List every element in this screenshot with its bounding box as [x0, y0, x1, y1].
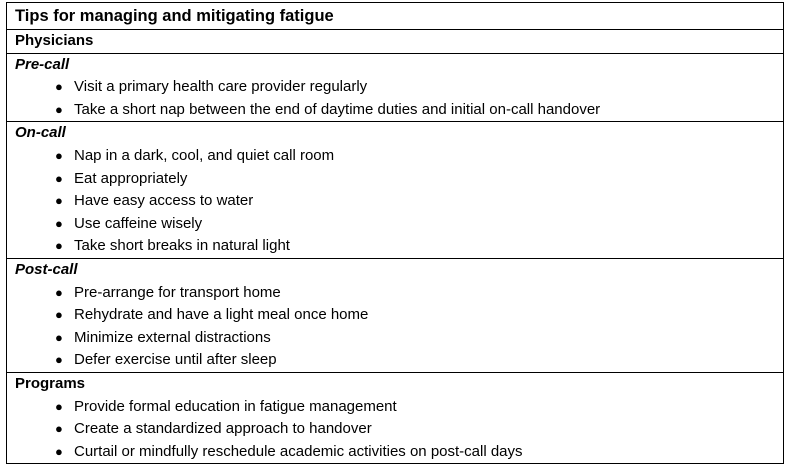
- list-item-text: Eat appropriately: [74, 169, 188, 187]
- fatigue-tips-table: [6, 2, 784, 464]
- list-item-text: Provide formal education in fatigue management: [74, 397, 397, 415]
- list-item: [15, 396, 783, 419]
- list-item: [15, 190, 783, 213]
- list-item: [15, 304, 783, 327]
- programs-cell: [7, 372, 784, 463]
- bullet-icon: ●: [55, 443, 63, 459]
- on-call-row: [7, 122, 784, 259]
- bullet-icon: ●: [55, 307, 63, 323]
- post-call-cell: [7, 258, 784, 372]
- on-call-cell: [7, 122, 784, 259]
- list-item-text: Use caffeine wisely: [74, 214, 203, 232]
- physicians-header-row: [7, 30, 784, 54]
- bullet-icon: ●: [55, 170, 63, 186]
- bullet-icon: ●: [55, 215, 63, 231]
- bullet-icon: ●: [55, 147, 63, 163]
- bullet-icon: ●: [55, 284, 63, 300]
- list-item: [15, 418, 783, 441]
- list-item: [15, 76, 783, 99]
- list-item: [15, 145, 783, 168]
- list-item-text: Pre-arrange for transport home: [74, 283, 281, 301]
- bullet-icon: ●: [55, 101, 63, 117]
- list-item: [15, 235, 783, 258]
- list-item: [15, 99, 783, 122]
- bullet-icon: ●: [55, 421, 63, 437]
- programs-list: [15, 396, 783, 464]
- list-item-text: Take short breaks in natural light: [74, 237, 290, 255]
- bullet-icon: ●: [55, 238, 63, 254]
- bullet-icon: ●: [55, 398, 63, 414]
- programs-row: [7, 372, 784, 463]
- bullet-icon: ●: [55, 352, 63, 368]
- list-item-text: Create a standardized approach to handover: [74, 420, 372, 438]
- list-item-text: Nap in a dark, cool, and quiet call room: [74, 146, 335, 164]
- list-item-text: Rehydrate and have a light meal once home: [74, 306, 369, 324]
- bullet-icon: ●: [55, 193, 63, 209]
- list-item: [15, 349, 783, 372]
- on-call-heading: On-call: [15, 124, 66, 142]
- list-item-text: Minimize external distractions: [74, 328, 271, 346]
- bullet-icon: ●: [55, 79, 63, 95]
- list-item: [15, 327, 783, 350]
- list-item-text: Take a short nap between the end of daytime duties and initial on-call handover: [74, 100, 601, 118]
- list-item: [15, 213, 783, 236]
- list-item: [15, 282, 783, 305]
- pre-call-list: [15, 76, 783, 121]
- pre-call-heading: Pre-call: [15, 55, 70, 73]
- on-call-list: [15, 145, 783, 258]
- title-row: [7, 3, 784, 30]
- pre-call-row: [7, 53, 784, 122]
- list-item-text: Curtail or mindfully reschedule academic activities on post-call days: [74, 442, 523, 460]
- post-call-list: [15, 282, 783, 372]
- table-title: Tips for managing and mitigating fatigue: [7, 3, 784, 30]
- pre-call-cell: [7, 53, 784, 122]
- list-item: [15, 441, 783, 464]
- physicians-heading: Physicians: [7, 30, 784, 54]
- list-item-text: Defer exercise until after sleep: [74, 351, 277, 369]
- list-item-text: Visit a primary health care provider regularly: [74, 78, 368, 96]
- post-call-heading: Post-call: [15, 260, 78, 278]
- programs-heading: Programs: [15, 374, 86, 392]
- post-call-row: [7, 258, 784, 372]
- list-item-text: Have easy access to water: [74, 192, 254, 210]
- bullet-icon: ●: [55, 329, 63, 345]
- list-item: [15, 168, 783, 191]
